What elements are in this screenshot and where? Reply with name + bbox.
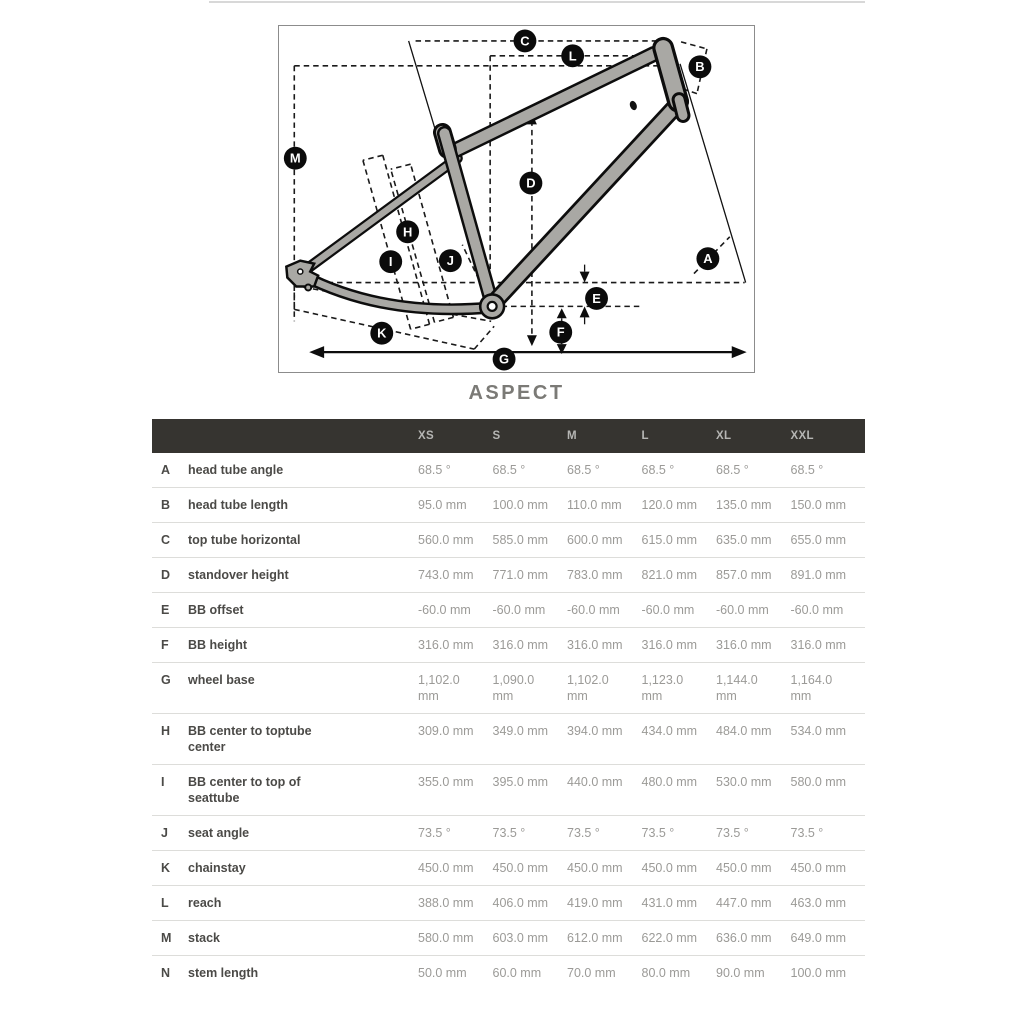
row-value: 110.0 mm: [567, 498, 622, 512]
table-row: [152, 920, 865, 955]
row-value: 68.5 °: [716, 463, 749, 477]
row-value: 434.0 mm: [641, 724, 698, 738]
row-value: 68.5 °: [418, 463, 451, 477]
row-label: head tube angle: [188, 463, 284, 477]
row-value: 388.0 mm: [418, 896, 474, 910]
table-row: [152, 850, 865, 885]
row-value: -60.0 mm: [567, 603, 620, 617]
wheelbase-arrow-line: [309, 346, 746, 358]
row-letter: K: [161, 861, 171, 875]
row-value: 316.0 mm: [641, 638, 698, 652]
table-row: [152, 662, 865, 713]
row-value: 68.5 °: [790, 463, 824, 477]
row-value: 783.0 mm: [567, 568, 623, 582]
row-value: 603.0 mm: [492, 931, 549, 945]
row-value: 100.0 mm: [492, 498, 549, 512]
row-value: 560.0 mm: [418, 533, 474, 547]
row-letter: G: [161, 673, 171, 687]
row-value: 580.0 mm: [790, 775, 847, 789]
row-value: 1,123.0 mm: [641, 673, 684, 703]
table-row: [152, 487, 865, 522]
row-value: 316.0 mm: [790, 638, 847, 652]
row-value: 120.0 mm: [641, 498, 698, 512]
row-value: 73.5 °: [641, 826, 675, 840]
bike-frame: [286, 48, 683, 318]
row-value: 857.0 mm: [716, 568, 772, 582]
table-row: [152, 627, 865, 662]
svg-text:K: K: [377, 325, 387, 341]
row-value: 447.0 mm: [716, 896, 772, 910]
row-value: 530.0 mm: [716, 775, 772, 789]
size-column-header: S: [492, 430, 501, 442]
svg-text:B: B: [695, 59, 705, 75]
row-value: -60.0 mm: [492, 603, 546, 617]
row-value: 73.5 °: [567, 826, 600, 840]
row-value: 95.0 mm: [418, 498, 467, 512]
marker-d: [519, 172, 542, 195]
table-row: [152, 453, 865, 487]
row-label: stack: [188, 931, 220, 945]
row-value: 73.5 °: [492, 826, 526, 840]
svg-text:M: M: [289, 150, 301, 166]
cable-port: [628, 100, 638, 111]
row-value: 615.0 mm: [641, 533, 698, 547]
row-label: seat angle: [188, 826, 250, 840]
row-value: 585.0 mm: [492, 533, 549, 547]
row-value: 463.0 mm: [790, 896, 847, 910]
table-row: [152, 764, 865, 815]
row-value: 450.0 mm: [716, 861, 772, 875]
row-value: 316.0 mm: [418, 638, 474, 652]
svg-text:D: D: [526, 175, 536, 191]
row-value: 649.0 mm: [790, 931, 847, 945]
row-value: -60.0 mm: [418, 603, 471, 617]
marker-l: [561, 44, 584, 67]
table-row: [152, 815, 865, 850]
row-value: 68.5 °: [492, 463, 526, 477]
row-value: 355.0 mm: [418, 775, 474, 789]
row-value: 450.0 mm: [492, 861, 549, 875]
row-label: reach: [188, 896, 222, 910]
geometry-table: [152, 419, 865, 990]
row-value: 349.0 mm: [492, 724, 549, 738]
page-title: ASPECT: [468, 382, 565, 404]
row-value: -60.0 mm: [716, 603, 769, 617]
diagram-markers: [284, 29, 719, 370]
marker-i: [379, 250, 402, 273]
row-value: -60.0 mm: [641, 603, 695, 617]
svg-text:H: H: [402, 224, 413, 240]
row-value: 150.0 mm: [790, 498, 847, 512]
row-label: top tube horizontal: [188, 533, 301, 547]
row-value: 60.0 mm: [492, 966, 542, 980]
row-letter: B: [161, 498, 171, 512]
row-value: 68.5 °: [567, 463, 600, 477]
row-value: 484.0 mm: [716, 724, 772, 738]
row-value: 450.0 mm: [641, 861, 698, 875]
size-column-header: XXL: [790, 430, 814, 442]
row-label: wheel base: [188, 673, 255, 687]
row-value: 431.0 mm: [641, 896, 698, 910]
row-value: 309.0 mm: [418, 724, 474, 738]
row-value: 1,102.0 mm: [567, 673, 609, 703]
row-letter: I: [161, 775, 165, 789]
row-value: 440.0 mm: [567, 775, 623, 789]
geometry-diagram-panel: [278, 25, 755, 373]
table-row: [152, 885, 865, 920]
marker-e: [585, 287, 608, 310]
row-value: 100.0 mm: [790, 966, 847, 980]
row-value: 1,090.0 mm: [492, 673, 535, 703]
row-value: 68.5 °: [641, 463, 675, 477]
svg-text:G: G: [499, 351, 510, 367]
row-value: 450.0 mm: [567, 861, 623, 875]
row-value: 600.0 mm: [567, 533, 623, 547]
row-value: 480.0 mm: [641, 775, 698, 789]
row-label: BB center to toptube center: [188, 724, 312, 754]
row-value: 395.0 mm: [492, 775, 549, 789]
marker-j: [439, 249, 462, 272]
row-value: 450.0 mm: [418, 861, 474, 875]
row-letter: C: [161, 533, 171, 547]
row-value: 406.0 mm: [492, 896, 549, 910]
svg-text:F: F: [556, 324, 565, 340]
row-value: 450.0 mm: [790, 861, 847, 875]
row-value: 655.0 mm: [790, 533, 847, 547]
row-value: 635.0 mm: [716, 533, 772, 547]
row-label: BB offset: [188, 603, 244, 617]
row-value: 135.0 mm: [716, 498, 772, 512]
row-value: 612.0 mm: [567, 931, 623, 945]
top-divider: [209, 1, 865, 3]
bike-frame-diagram: [279, 26, 754, 372]
row-label: chainstay: [188, 861, 246, 875]
size-column-header: XS: [418, 430, 434, 442]
svg-text:J: J: [446, 253, 454, 269]
row-letter: M: [161, 931, 172, 945]
row-letter: D: [161, 568, 171, 582]
row-letter: A: [161, 463, 171, 477]
table-body: [152, 453, 865, 990]
row-value: 316.0 mm: [492, 638, 549, 652]
row-label: BB center to top of seattube: [188, 775, 301, 805]
row-letter: H: [161, 724, 171, 738]
row-value: 771.0 mm: [492, 568, 549, 582]
row-value: 73.5 °: [790, 826, 824, 840]
row-value: 1,102.0 mm: [418, 673, 460, 703]
row-label: head tube length: [188, 498, 288, 512]
row-letter: E: [161, 603, 170, 617]
size-column-header: M: [567, 430, 577, 442]
row-value: 622.0 mm: [641, 931, 698, 945]
size-column-header: L: [641, 430, 649, 442]
row-letter: N: [161, 966, 171, 980]
table-row: [152, 522, 865, 557]
row-value: 580.0 mm: [418, 931, 474, 945]
row-value: 316.0 mm: [716, 638, 772, 652]
row-value: 419.0 mm: [567, 896, 623, 910]
row-value: 1,144.0 mm: [716, 673, 758, 703]
svg-text:L: L: [568, 48, 577, 64]
row-value: 50.0 mm: [418, 966, 467, 980]
row-value: 891.0 mm: [790, 568, 847, 582]
svg-text:I: I: [388, 254, 393, 270]
marker-c: [514, 29, 537, 52]
marker-g: [493, 348, 516, 371]
row-label: stem length: [188, 966, 259, 980]
row-value: 743.0 mm: [418, 568, 474, 582]
row-value: 70.0 mm: [567, 966, 616, 980]
row-value: 73.5 °: [418, 826, 451, 840]
row-value: 90.0 mm: [716, 966, 765, 980]
size-column-header: XL: [716, 430, 732, 442]
row-letter: J: [161, 826, 168, 840]
row-label: BB height: [188, 638, 248, 652]
row-value: 394.0 mm: [567, 724, 623, 738]
row-value: 73.5 °: [716, 826, 749, 840]
row-letter: F: [161, 638, 169, 652]
marker-a: [696, 247, 719, 270]
table-row: [152, 713, 865, 764]
marker-k: [370, 322, 393, 345]
table-row: [152, 955, 865, 990]
marker-m: [284, 147, 307, 170]
row-letter: L: [161, 896, 169, 910]
marker-f: [549, 321, 572, 344]
svg-text:A: A: [703, 251, 713, 267]
row-value: 821.0 mm: [641, 568, 698, 582]
row-value: 316.0 mm: [567, 638, 623, 652]
row-value: 636.0 mm: [716, 931, 772, 945]
row-value: 1,164.0 mm: [790, 673, 833, 703]
row-value: 534.0 mm: [790, 724, 847, 738]
row-value: -60.0 mm: [790, 603, 844, 617]
table-row: [152, 557, 865, 592]
svg-text:C: C: [520, 33, 530, 49]
marker-b: [689, 55, 712, 78]
table-row: [152, 592, 865, 627]
marker-h: [396, 220, 419, 243]
row-value: 80.0 mm: [641, 966, 691, 980]
svg-text:E: E: [592, 290, 601, 306]
row-label: standover height: [188, 568, 289, 582]
table-header: [152, 419, 865, 453]
